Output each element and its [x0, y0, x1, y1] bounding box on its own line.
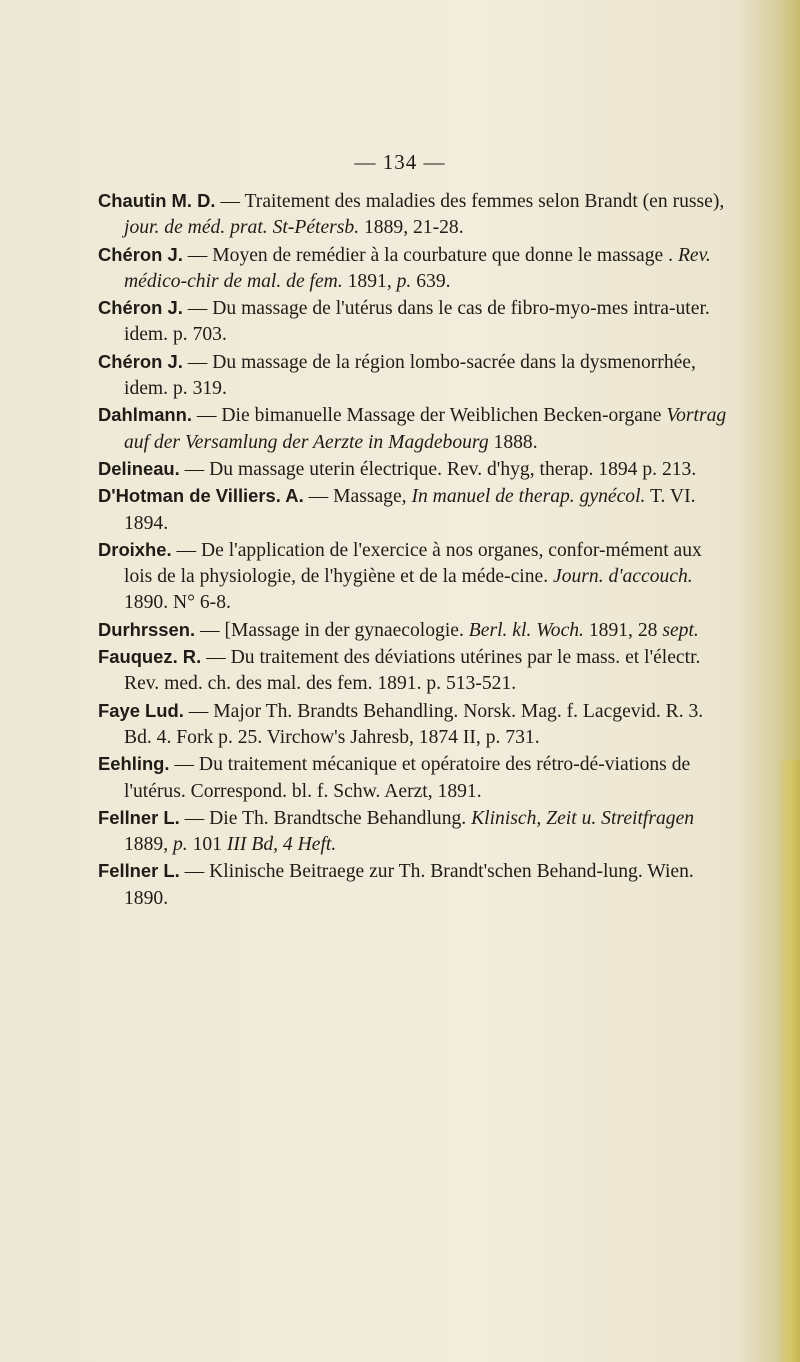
bibliography-entry: [98, 751, 734, 805]
entry-author: Fellner L.: [98, 860, 180, 882]
entry-text: 1888.: [488, 431, 538, 453]
bibliography-entry: [98, 295, 734, 349]
entry-author: Fauquez. R.: [98, 646, 202, 668]
entry-text: — Massage,: [303, 486, 412, 508]
entry-source-italic: sept.: [662, 619, 699, 641]
entry-text: 101: [187, 834, 227, 856]
entry-text: — Klinische Beitraege zur Th. Brandt'schen Behand-lung. Wien. 1890.: [124, 861, 694, 909]
bibliography-entry: [98, 349, 734, 403]
entry-author: Faye Lud.: [98, 699, 184, 721]
entry-text: 1889,: [124, 834, 173, 856]
bibliography-list: [98, 188, 734, 912]
entry-source-italic: III Bd, 4 Heft.: [226, 834, 337, 856]
bibliography-entry: [98, 617, 734, 644]
entry-source-italic: Rev. médico-chir de mal. de fem.: [124, 244, 711, 292]
entry-author: Delineau.: [98, 457, 180, 479]
entry-text: 1891,: [342, 270, 397, 292]
bibliography-entry: [98, 188, 734, 242]
bibliography-entry: [98, 456, 734, 483]
entry-text: — Die Th. Brandtsche Behandlung.: [179, 807, 472, 829]
entry-text: T. VI. 1894.: [124, 486, 696, 534]
bibliography-entry: [98, 537, 734, 617]
bibliography-entry: [98, 402, 734, 456]
entry-text: — Traitement des maladies des femmes selon Brandt (en russe),: [215, 191, 725, 212]
entry-source-italic: In manuel de therap. gynécol.: [411, 486, 646, 508]
entry-text: — Du massage de l'utérus dans le cas de fibro-myo-mes intra-uter. idem. p. 703.: [124, 298, 710, 346]
entry-text: — Major Th. Brandts Behandling. Norsk. Mag. f. Lacgevid. R. 3. Bd. 4. Fork p. 25. Virchow's Jahresb, 1874 II, p. 731.: [124, 700, 704, 748]
page-edge-stain: [778, 760, 800, 1362]
entry-source-italic: Journ. d'accouch.: [553, 566, 693, 588]
entry-text: — Du traitement mécanique et opératoire des rétro-dé-viations de l'utérus. Correspond. bl. f. Schw. Aerzt, 1891.: [124, 754, 691, 802]
entry-author: Chéron J.: [98, 297, 183, 319]
entry-author: Durhrssen.: [98, 618, 196, 640]
entry-text: — Die bimanuelle Massage der Weiblichen Becken-organe: [192, 405, 667, 427]
entry-source-italic: jour. de méd. prat. St-Pétersb.: [124, 217, 360, 239]
entry-author: Droixhe.: [98, 538, 172, 560]
entry-text: 1889, 21-28.: [359, 217, 464, 239]
entry-source-italic: Klinisch, Zeit u. Streitfragen: [471, 807, 695, 829]
entry-source-italic: p.: [396, 270, 412, 292]
entry-text: 1890. N° 6-8.: [124, 592, 231, 614]
entry-text: — Moyen de remédier à la courbature que donne le massage .: [182, 244, 678, 266]
entry-author: Dahlmann.: [98, 404, 193, 426]
bibliography-entry: [98, 805, 734, 859]
bibliography-entry: [98, 483, 734, 537]
entry-text: — Du traitement des déviations utérines par le mass. et l'électr. Rev. med. ch. des mal. des fem. 1891. p. 513-521.: [124, 647, 701, 695]
bibliography-entry: [98, 858, 734, 912]
entry-author: Chéron J.: [98, 350, 183, 372]
entry-source-italic: p.: [172, 834, 188, 856]
entry-text: — Du massage uterin électrique. Rev. d'hyg, therap. 1894 p. 213.: [179, 458, 697, 480]
entry-source-italic: Berl. kl. Woch.: [468, 619, 584, 641]
entry-author: Eehling.: [98, 753, 170, 775]
entry-author: D'Hotman de Villiers. A.: [98, 485, 304, 507]
entry-text: 1891, 28: [583, 619, 663, 641]
entry-text: 639.: [411, 270, 451, 292]
bibliography-entry: [98, 644, 734, 698]
entry-text: — [Massage in der gynaecologie.: [195, 619, 469, 641]
page-number: — 134 —: [354, 150, 446, 174]
entry-author: Fellner L.: [98, 806, 180, 828]
entry-author: Chautin M. D.: [98, 190, 216, 211]
bibliography-entry: [98, 698, 734, 752]
entry-source-italic: Vortrag auf der Versamlung der Aerzte in Magdebourg: [124, 405, 727, 453]
entry-text: — Du massage de la région lombo-sacrée dans la dysmenorrhée, idem. p. 319.: [124, 351, 696, 400]
entry-author: Chéron J.: [98, 243, 183, 265]
bibliography-entry: [98, 242, 734, 296]
entry-text: — De l'application de l'exercice à nos organes, confor-mément aux lois de la physiologie, de l'hygiène et de la méde-cine.: [124, 539, 702, 588]
